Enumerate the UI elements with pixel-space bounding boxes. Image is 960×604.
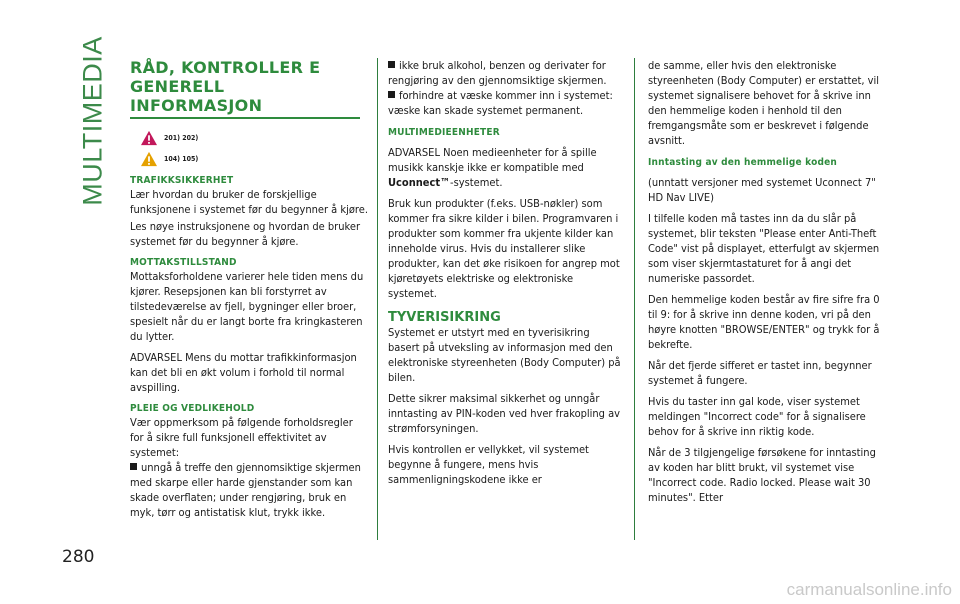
paragraph: Bruk kun produkter (f.eks. USB-nøkler) som kommer fra sikre kilder i bilen. Programvaren i produkter som kommer fra ukjente kilder kan inneholde virus. Hvis du installerer slike produkter, kan det øke risikoen for angrep mot kjøretøyets elektriske og elektroniske systemet. (388, 197, 620, 300)
bullet-item: forhindre at væske kommer inn i systemet: væske kan skade systemet permanent. (388, 89, 613, 117)
heading-reception: MOTTAKSTILLSTAND (130, 257, 237, 268)
heading-anti-theft: TYVERISIKRING (388, 310, 501, 325)
danger-triangle-icon (140, 130, 158, 146)
paragraph: I tilfelle koden må tastes inn da du slår på systemet, blir teksten "Please enter Anti-Theft Code" vist på displayet, etterfulgt av skjermen som viser skjermtastaturet for å angi det numeriske passordet. (648, 212, 880, 285)
paragraph: Dette sikrer maksimal sikkerhet og unngår inntasting av PIN-koden ved hver frakopling av strømforsyningen. (388, 392, 621, 435)
paragraph: Vær oppmerksom på følgende forholdsregler for å sikre full funksjonell effektivitet av systemet: (130, 416, 353, 459)
section-side-label (73, 35, 113, 206)
paragraph: ADVARSEL Noen medieenheter for å spille musikk kanskje ikke er kompatible med Uconnect™-systemet. (388, 146, 597, 189)
paragraph: Hvis kontrollen er vellykket, vil systemet begynne å fungere, mens hvis sammenligningskodene ikke er (388, 443, 589, 486)
column-1 (130, 58, 368, 520)
heading-secret-code: Inntasting av den hemmelige koden (648, 157, 838, 168)
section-label-text: MULTIMEDIA (77, 35, 108, 206)
column-divider (377, 58, 378, 540)
paragraph: de samme, eller hvis den elektroniske styreenheten (Body Computer) er erstattet, vil systemet signalisere behovet for å skrive inn den hemmelige koden i henhold til den fremgangsmåte som er beskrevet i følgende avsnitt. (648, 59, 880, 147)
column-2 (388, 58, 623, 487)
paragraph: Hvis du taster inn gal kode, viser systemet meldingen "Incorrect code" for å signalisere behov for å skrive inn riktig kode. (648, 395, 866, 438)
section-title (130, 58, 368, 119)
paragraph: Systemet er utstyrt med en tyverisikring basert på utveksling av informasjon med den elektroniske styreenheten (Body Computer) på bilen. (388, 326, 621, 384)
bullet-square-icon (388, 61, 395, 68)
column-divider (634, 58, 635, 540)
bullet-square-icon (130, 463, 137, 470)
paragraph: ADVARSEL Mens du mottar trafikkinformasjon kan det bli en økt volum i forhold til normal avspilling. (130, 351, 357, 394)
caution-refs: 104) 105) (164, 154, 199, 163)
paragraph: (unntatt versjoner med systemet Uconnect 7" HD Nav LIVE) (648, 176, 876, 204)
paragraph: Den hemmelige koden består av fire sifre fra 0 til 9: for å skrive inn denne koden, vri på den høyre knotten "BROWSE/ENTER" og trykk for å bekrefte. (648, 293, 880, 351)
watermark: carmanualsonline.info (786, 580, 952, 599)
paragraph: Når de 3 tilgjengelige førsøkene for inntasting av koden har blitt brukt, vil systemet vise "Incorrect code. Radio locked. Please wait 30 minutes". Etter (648, 446, 876, 504)
bullet-item: ikke bruk alkohol, benzen og derivater for rengjøring av den gjennomsiktige skjermen. (388, 59, 607, 87)
column-3 (648, 58, 888, 505)
paragraph: Når det fjerde sifferet er tastet inn, begynner systemet å fungere. (648, 359, 872, 387)
warning-refs: 201) 202) (164, 133, 199, 142)
brand-name: Uconnect™ (388, 176, 451, 189)
section-title-line2: GENERELL INFORMASJON (130, 77, 360, 119)
warning-refs-row (140, 129, 368, 146)
section-title-line1: RÅD, KONTROLLER E (130, 58, 321, 77)
heading-care: PLEIE OG VEDLIKEHOLD (130, 403, 255, 414)
caution-refs-row (140, 150, 368, 167)
heading-traffic-safety: TRAFIKKSIKKERHET (130, 175, 234, 186)
caution-triangle-icon (140, 151, 158, 167)
page-number: 280 (62, 547, 95, 567)
paragraph: Lær hvordan du bruker de forskjellige funksjonene i systemet før du begynner å kjøre. (130, 188, 368, 216)
paragraph: Les nøye instruksjonene og hvordan de bruker systemet før du begynner å kjøre. (130, 220, 361, 248)
heading-media-devices: MULTIMEDIEENHETER (388, 127, 500, 138)
bullet-item: unngå å treffe den gjennomsiktige skjermen med skarpe eller harde gjenstander som kan skade overflaten; under rengjøring, bruk en myk, tørr og antistatisk klut, trykk ikke. (130, 461, 361, 519)
bullet-square-icon (388, 91, 395, 98)
paragraph: Mottaksforholdene varierer hele tiden mens du kjører. Resepsjonen kan bli forstyrret av tilstedeværelse av fjell, bygninger eller broer, spesielt når du er langt borte fra kringkasteren du lytter. (130, 270, 364, 343)
